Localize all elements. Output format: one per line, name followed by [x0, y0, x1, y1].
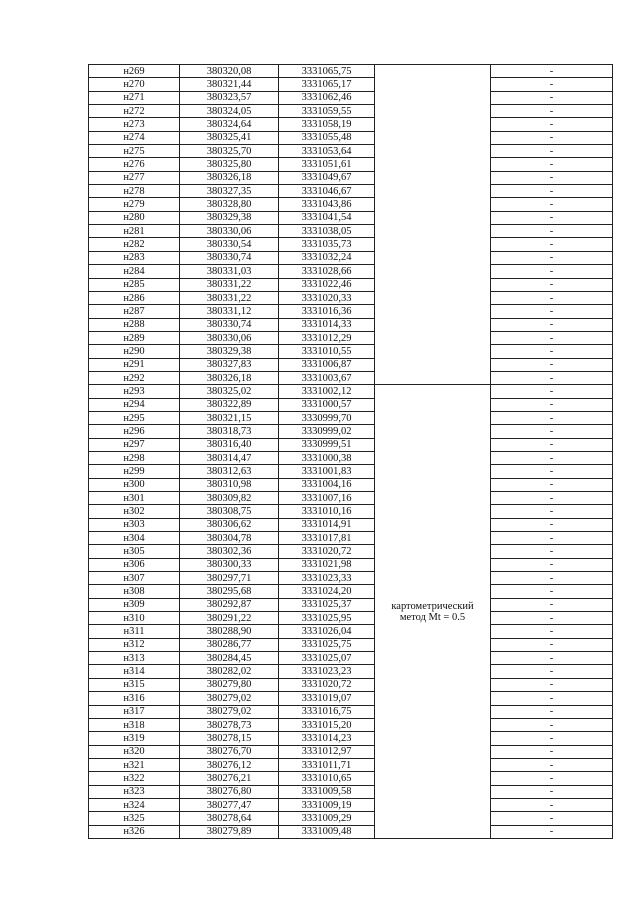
point-name-cell: н284	[89, 265, 180, 278]
point-name-cell: н287	[89, 305, 180, 318]
dash-cell: -	[491, 652, 613, 665]
x-coordinate-cell: 380330,54	[180, 238, 279, 251]
table-row	[89, 331, 613, 344]
y-coordinate-cell: 3331024,20	[279, 585, 375, 598]
y-coordinate-cell: 3331009,58	[279, 785, 375, 798]
table-row	[89, 438, 613, 451]
table-row	[89, 251, 613, 264]
dash-cell: -	[491, 638, 613, 651]
y-coordinate-cell: 3330999,02	[279, 425, 375, 438]
x-coordinate-cell: 380278,73	[180, 718, 279, 731]
y-coordinate-cell: 3331020,33	[279, 291, 375, 304]
dash-cell: -	[491, 772, 613, 785]
x-coordinate-cell: 380278,15	[180, 732, 279, 745]
table-row	[89, 385, 613, 398]
x-coordinate-cell: 380318,73	[180, 425, 279, 438]
x-coordinate-cell: 380325,70	[180, 145, 279, 158]
table-row	[89, 291, 613, 304]
dash-cell: -	[491, 438, 613, 451]
table-row	[89, 278, 613, 291]
y-coordinate-cell: 3331016,75	[279, 705, 375, 718]
y-coordinate-cell: 3331003,67	[279, 371, 375, 384]
x-coordinate-cell: 380279,02	[180, 705, 279, 718]
x-coordinate-cell: 380277,47	[180, 798, 279, 811]
dash-cell: -	[491, 385, 613, 398]
x-coordinate-cell: 380276,80	[180, 785, 279, 798]
dash-cell: -	[491, 692, 613, 705]
y-coordinate-cell: 3331009,29	[279, 812, 375, 825]
point-name-cell: н274	[89, 131, 180, 144]
table-row	[89, 665, 613, 678]
table-row	[89, 585, 613, 598]
x-coordinate-cell: 380325,02	[180, 385, 279, 398]
y-coordinate-cell: 3331053,64	[279, 145, 375, 158]
point-name-cell: н282	[89, 238, 180, 251]
y-coordinate-cell: 3331004,16	[279, 478, 375, 491]
table-row	[89, 91, 613, 104]
y-coordinate-cell: 3331011,71	[279, 758, 375, 771]
point-name-cell: н320	[89, 745, 180, 758]
x-coordinate-cell: 380325,41	[180, 131, 279, 144]
y-coordinate-cell: 3331021,98	[279, 558, 375, 571]
y-coordinate-cell: 3331000,38	[279, 451, 375, 464]
y-coordinate-cell: 3331010,16	[279, 505, 375, 518]
table-row	[89, 518, 613, 531]
x-coordinate-cell: 380324,05	[180, 105, 279, 118]
table-row	[89, 198, 613, 211]
point-name-cell: н322	[89, 772, 180, 785]
point-name-cell: н271	[89, 91, 180, 104]
table-row	[89, 158, 613, 171]
table-row	[89, 118, 613, 131]
point-name-cell: н275	[89, 145, 180, 158]
table-row	[89, 732, 613, 745]
y-coordinate-cell: 3331058,19	[279, 118, 375, 131]
y-coordinate-cell: 3330999,51	[279, 438, 375, 451]
table-row	[89, 798, 613, 811]
x-coordinate-cell: 380330,74	[180, 251, 279, 264]
point-name-cell: н270	[89, 78, 180, 91]
y-coordinate-cell: 3331014,23	[279, 732, 375, 745]
point-name-cell: н283	[89, 251, 180, 264]
x-coordinate-cell: 380331,22	[180, 278, 279, 291]
point-name-cell: н297	[89, 438, 180, 451]
dash-cell: -	[491, 278, 613, 291]
x-coordinate-cell: 380316,40	[180, 438, 279, 451]
point-name-cell: н301	[89, 492, 180, 505]
dash-cell: -	[491, 705, 613, 718]
y-coordinate-cell: 3330999,70	[279, 411, 375, 424]
x-coordinate-cell: 380327,83	[180, 358, 279, 371]
point-name-cell: н314	[89, 665, 180, 678]
y-coordinate-cell: 3331038,05	[279, 225, 375, 238]
point-name-cell: н300	[89, 478, 180, 491]
y-coordinate-cell: 3331025,37	[279, 598, 375, 611]
x-coordinate-cell: 380325,80	[180, 158, 279, 171]
x-coordinate-cell: 380323,57	[180, 91, 279, 104]
y-coordinate-cell: 3331032,24	[279, 251, 375, 264]
dash-cell: -	[491, 518, 613, 531]
dash-cell: -	[491, 331, 613, 344]
table-row	[89, 358, 613, 371]
y-coordinate-cell: 3331028,66	[279, 265, 375, 278]
x-coordinate-cell: 380282,02	[180, 665, 279, 678]
point-name-cell: н273	[89, 118, 180, 131]
x-coordinate-cell: 380329,38	[180, 211, 279, 224]
point-name-cell: н292	[89, 371, 180, 384]
point-name-cell: н296	[89, 425, 180, 438]
table-row	[89, 638, 613, 651]
dash-cell: -	[491, 145, 613, 158]
table-row	[89, 505, 613, 518]
dash-cell: -	[491, 758, 613, 771]
y-coordinate-cell: 3331001,83	[279, 465, 375, 478]
y-coordinate-cell: 3331019,07	[279, 692, 375, 705]
dash-cell: -	[491, 812, 613, 825]
point-name-cell: н280	[89, 211, 180, 224]
y-coordinate-cell: 3331007,16	[279, 492, 375, 505]
dash-cell: -	[491, 532, 613, 545]
y-coordinate-cell: 3331065,75	[279, 65, 375, 78]
x-coordinate-cell: 380329,38	[180, 345, 279, 358]
x-coordinate-cell: 380331,03	[180, 265, 279, 278]
x-coordinate-cell: 380292,87	[180, 598, 279, 611]
point-name-cell: н318	[89, 718, 180, 731]
x-coordinate-cell: 380302,36	[180, 545, 279, 558]
dash-cell: -	[491, 198, 613, 211]
method-cell	[375, 385, 491, 839]
point-name-cell: н306	[89, 558, 180, 571]
table-row	[89, 265, 613, 278]
coordinates-table	[88, 64, 613, 839]
y-coordinate-cell: 3331041,54	[279, 211, 375, 224]
table-row	[89, 692, 613, 705]
x-coordinate-cell: 380321,44	[180, 78, 279, 91]
point-name-cell: н299	[89, 465, 180, 478]
method-cell-empty	[375, 65, 491, 385]
dash-cell: -	[491, 718, 613, 731]
dash-cell: -	[491, 665, 613, 678]
dash-cell: -	[491, 345, 613, 358]
table-row	[89, 465, 613, 478]
dash-cell: -	[491, 118, 613, 131]
dash-cell: -	[491, 785, 613, 798]
point-name-cell: н305	[89, 545, 180, 558]
dash-cell: -	[491, 612, 613, 625]
table-row	[89, 572, 613, 585]
table-row	[89, 345, 613, 358]
table-row	[89, 758, 613, 771]
x-coordinate-cell: 380330,06	[180, 331, 279, 344]
dash-cell: -	[491, 732, 613, 745]
point-name-cell: н315	[89, 678, 180, 691]
point-name-cell: н316	[89, 692, 180, 705]
y-coordinate-cell: 3331062,46	[279, 91, 375, 104]
dash-cell: -	[491, 492, 613, 505]
table-row	[89, 451, 613, 464]
point-name-cell: н288	[89, 318, 180, 331]
table-row	[89, 131, 613, 144]
point-name-cell: н293	[89, 385, 180, 398]
table-row	[89, 305, 613, 318]
point-name-cell: н313	[89, 652, 180, 665]
dash-cell: -	[491, 411, 613, 424]
point-name-cell: н279	[89, 198, 180, 211]
table-row	[89, 705, 613, 718]
y-coordinate-cell: 3331006,87	[279, 358, 375, 371]
point-name-cell: н278	[89, 185, 180, 198]
x-coordinate-cell: 380324,64	[180, 118, 279, 131]
y-coordinate-cell: 3331043,86	[279, 198, 375, 211]
x-coordinate-cell: 380279,02	[180, 692, 279, 705]
x-coordinate-cell: 380279,89	[180, 825, 279, 838]
dash-cell: -	[491, 158, 613, 171]
dash-cell: -	[491, 465, 613, 478]
x-coordinate-cell: 380312,63	[180, 465, 279, 478]
point-name-cell: н311	[89, 625, 180, 638]
x-coordinate-cell: 380322,89	[180, 398, 279, 411]
y-coordinate-cell: 3331009,19	[279, 798, 375, 811]
dash-cell: -	[491, 371, 613, 384]
x-coordinate-cell: 380304,78	[180, 532, 279, 545]
x-coordinate-cell: 380295,68	[180, 585, 279, 598]
dash-cell: -	[491, 171, 613, 184]
y-coordinate-cell: 3331059,55	[279, 105, 375, 118]
table-row	[89, 812, 613, 825]
y-coordinate-cell: 3331025,75	[279, 638, 375, 651]
dash-cell: -	[491, 238, 613, 251]
table-row	[89, 185, 613, 198]
x-coordinate-cell: 380276,70	[180, 745, 279, 758]
y-coordinate-cell: 3331025,07	[279, 652, 375, 665]
dash-cell: -	[491, 211, 613, 224]
x-coordinate-cell: 380328,80	[180, 198, 279, 211]
table-row	[89, 625, 613, 638]
x-coordinate-cell: 380286,77	[180, 638, 279, 651]
x-coordinate-cell: 380291,22	[180, 612, 279, 625]
table-row	[89, 105, 613, 118]
x-coordinate-cell: 380314,47	[180, 451, 279, 464]
y-coordinate-cell: 3331002,12	[279, 385, 375, 398]
point-name-cell: н319	[89, 732, 180, 745]
table-row	[89, 225, 613, 238]
x-coordinate-cell: 380330,74	[180, 318, 279, 331]
point-name-cell: н308	[89, 585, 180, 598]
point-name-cell: н289	[89, 331, 180, 344]
x-coordinate-cell: 380331,22	[180, 291, 279, 304]
y-coordinate-cell: 3331020,72	[279, 545, 375, 558]
table-row	[89, 825, 613, 838]
dash-cell: -	[491, 251, 613, 264]
table-row	[89, 238, 613, 251]
dash-cell: -	[491, 265, 613, 278]
table-row	[89, 492, 613, 505]
table-row	[89, 211, 613, 224]
dash-cell: -	[491, 451, 613, 464]
x-coordinate-cell: 380326,18	[180, 171, 279, 184]
table-row	[89, 598, 613, 611]
y-coordinate-cell: 3331051,61	[279, 158, 375, 171]
point-name-cell: н326	[89, 825, 180, 838]
coordinates-table-body	[89, 65, 613, 839]
y-coordinate-cell: 3331022,46	[279, 278, 375, 291]
table-row	[89, 652, 613, 665]
table-row	[89, 318, 613, 331]
y-coordinate-cell: 3331055,48	[279, 131, 375, 144]
point-name-cell: н309	[89, 598, 180, 611]
y-coordinate-cell: 3331023,23	[279, 665, 375, 678]
y-coordinate-cell: 3331025,95	[279, 612, 375, 625]
point-name-cell: н325	[89, 812, 180, 825]
point-name-cell: н285	[89, 278, 180, 291]
dash-cell: -	[491, 825, 613, 838]
table-row	[89, 772, 613, 785]
point-name-cell: н290	[89, 345, 180, 358]
x-coordinate-cell: 380330,06	[180, 225, 279, 238]
table-row	[89, 65, 613, 78]
y-coordinate-cell: 3331046,67	[279, 185, 375, 198]
y-coordinate-cell: 3331012,29	[279, 331, 375, 344]
point-name-cell: н294	[89, 398, 180, 411]
y-coordinate-cell: 3331035,73	[279, 238, 375, 251]
dash-cell: -	[491, 745, 613, 758]
dash-cell: -	[491, 398, 613, 411]
x-coordinate-cell: 380284,45	[180, 652, 279, 665]
point-name-cell: н321	[89, 758, 180, 771]
dash-cell: -	[491, 572, 613, 585]
dash-cell: -	[491, 78, 613, 91]
dash-cell: -	[491, 505, 613, 518]
y-coordinate-cell: 3331020,72	[279, 678, 375, 691]
point-name-cell: н310	[89, 612, 180, 625]
x-coordinate-cell: 380321,15	[180, 411, 279, 424]
point-name-cell: н291	[89, 358, 180, 371]
y-coordinate-cell: 3331010,55	[279, 345, 375, 358]
point-name-cell: н277	[89, 171, 180, 184]
dash-cell: -	[491, 185, 613, 198]
dash-cell: -	[491, 318, 613, 331]
table-row	[89, 398, 613, 411]
dash-cell: -	[491, 798, 613, 811]
y-coordinate-cell: 3331023,33	[279, 572, 375, 585]
y-coordinate-cell: 3331010,65	[279, 772, 375, 785]
point-name-cell: н317	[89, 705, 180, 718]
y-coordinate-cell: 3331009,48	[279, 825, 375, 838]
dash-cell: -	[491, 91, 613, 104]
x-coordinate-cell: 380306,62	[180, 518, 279, 531]
x-coordinate-cell: 380276,12	[180, 758, 279, 771]
x-coordinate-cell: 380300,33	[180, 558, 279, 571]
y-coordinate-cell: 3331012,97	[279, 745, 375, 758]
y-coordinate-cell: 3331065,17	[279, 78, 375, 91]
table-row	[89, 171, 613, 184]
dash-cell: -	[491, 585, 613, 598]
point-name-cell: н295	[89, 411, 180, 424]
table-row	[89, 411, 613, 424]
table-row	[89, 425, 613, 438]
point-name-cell: н281	[89, 225, 180, 238]
y-coordinate-cell: 3331014,33	[279, 318, 375, 331]
table-row	[89, 545, 613, 558]
x-coordinate-cell: 380297,71	[180, 572, 279, 585]
table-row	[89, 478, 613, 491]
y-coordinate-cell: 3331049,67	[279, 171, 375, 184]
x-coordinate-cell: 380310,98	[180, 478, 279, 491]
dash-cell: -	[491, 425, 613, 438]
table-row	[89, 78, 613, 91]
point-name-cell: н323	[89, 785, 180, 798]
dash-cell: -	[491, 105, 613, 118]
point-name-cell: н303	[89, 518, 180, 531]
method-accuracy: метод Mt = 0.5	[399, 611, 466, 623]
table-row	[89, 718, 613, 731]
dash-cell: -	[491, 558, 613, 571]
table-row	[89, 612, 613, 625]
y-coordinate-cell: 3331000,57	[279, 398, 375, 411]
table-row	[89, 745, 613, 758]
x-coordinate-cell: 380276,21	[180, 772, 279, 785]
method-name: картометрический	[391, 600, 474, 612]
y-coordinate-cell: 3331016,36	[279, 305, 375, 318]
point-name-cell: н304	[89, 532, 180, 545]
dash-cell: -	[491, 131, 613, 144]
point-name-cell: н276	[89, 158, 180, 171]
point-name-cell: н298	[89, 451, 180, 464]
point-name-cell: н272	[89, 105, 180, 118]
x-coordinate-cell: 380279,80	[180, 678, 279, 691]
point-name-cell: н286	[89, 291, 180, 304]
y-coordinate-cell: 3331026,04	[279, 625, 375, 638]
dash-cell: -	[491, 478, 613, 491]
x-coordinate-cell: 380327,35	[180, 185, 279, 198]
table-row	[89, 145, 613, 158]
x-coordinate-cell: 380326,18	[180, 371, 279, 384]
dash-cell: -	[491, 65, 613, 78]
x-coordinate-cell: 380331,12	[180, 305, 279, 318]
table-row	[89, 558, 613, 571]
y-coordinate-cell: 3331014,91	[279, 518, 375, 531]
table-row	[89, 785, 613, 798]
dash-cell: -	[491, 358, 613, 371]
point-name-cell: н302	[89, 505, 180, 518]
point-name-cell: н307	[89, 572, 180, 585]
y-coordinate-cell: 3331015,20	[279, 718, 375, 731]
dash-cell: -	[491, 545, 613, 558]
dash-cell: -	[491, 225, 613, 238]
x-coordinate-cell: 380308,75	[180, 505, 279, 518]
x-coordinate-cell: 380278,64	[180, 812, 279, 825]
x-coordinate-cell: 380320,08	[180, 65, 279, 78]
dash-cell: -	[491, 678, 613, 691]
dash-cell: -	[491, 305, 613, 318]
dash-cell: -	[491, 291, 613, 304]
table-row	[89, 532, 613, 545]
point-name-cell: н312	[89, 638, 180, 651]
dash-cell: -	[491, 598, 613, 611]
dash-cell: -	[491, 625, 613, 638]
x-coordinate-cell: 380309,82	[180, 492, 279, 505]
y-coordinate-cell: 3331017,81	[279, 532, 375, 545]
point-name-cell: н269	[89, 65, 180, 78]
table-row	[89, 678, 613, 691]
point-name-cell: н324	[89, 798, 180, 811]
table-row	[89, 371, 613, 384]
x-coordinate-cell: 380288,90	[180, 625, 279, 638]
